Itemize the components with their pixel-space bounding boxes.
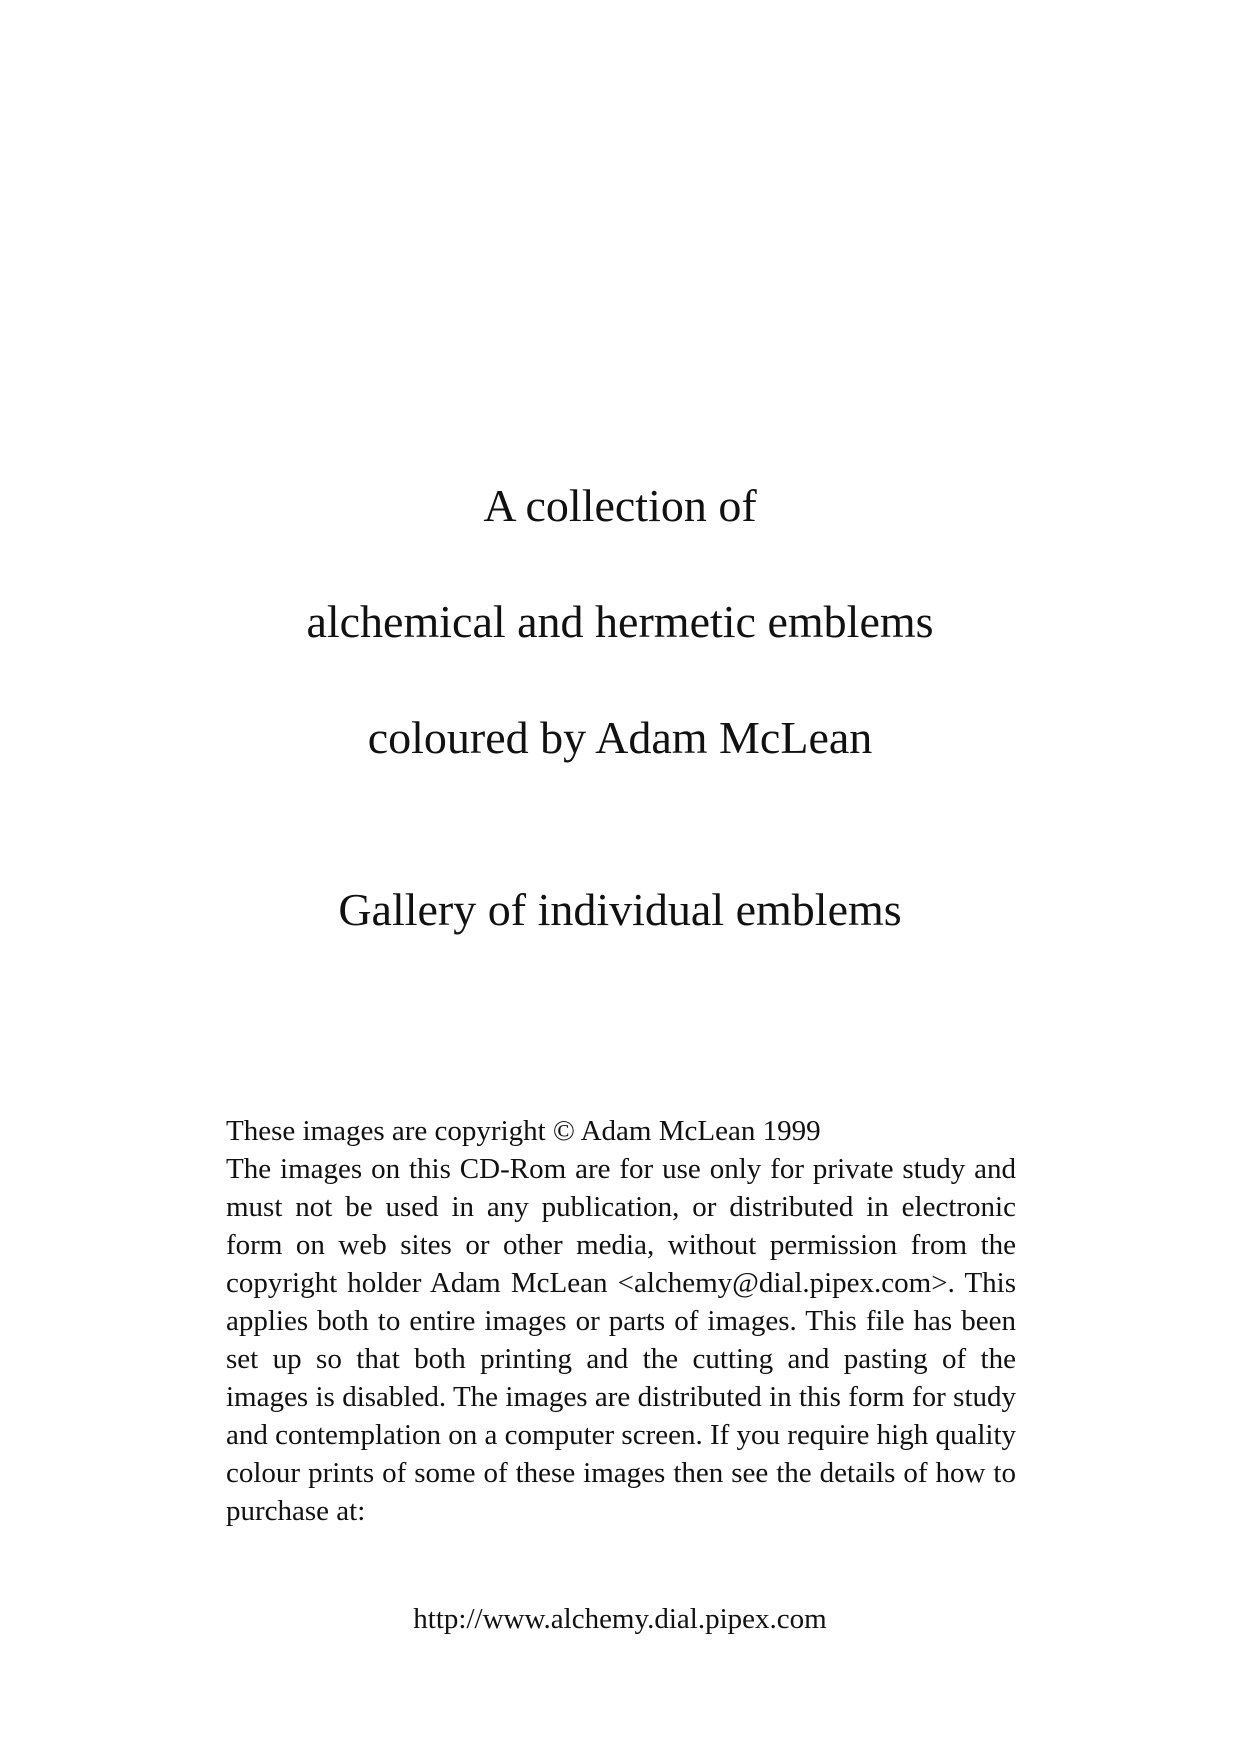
copyright-notice (226, 1112, 1016, 1530)
title-line-collection: A collection of (483, 480, 757, 531)
title-line-author: coloured by Adam McLean (367, 712, 873, 763)
title-line-gallery: Gallery of individual emblems (338, 884, 902, 935)
title-line-emblems: alchemical and hermetic emblems (306, 596, 934, 647)
copyright-line: These images are copyright © Adam McLean 1999 (226, 1115, 821, 1147)
usage-terms-paragraph: The images on this CD-Rom are for use only for private study and must not be used in any publication, or distributed in electronic form on web sites or other media, without permission from the copyright holder Adam McLean <alchemy@dial.pipex.com>. This applies both to entire images or parts of images. This file has been set up so that both printing and the cutting and pasting of the images is disabled. The images are distributed in this form for study and contemplation on a computer screen. If you require high quality colour prints of some of these images then see the details of how to purchase at: (226, 1153, 1016, 1527)
website-url[interactable]: http://www.alchemy.dial.pipex.com (413, 1603, 827, 1635)
